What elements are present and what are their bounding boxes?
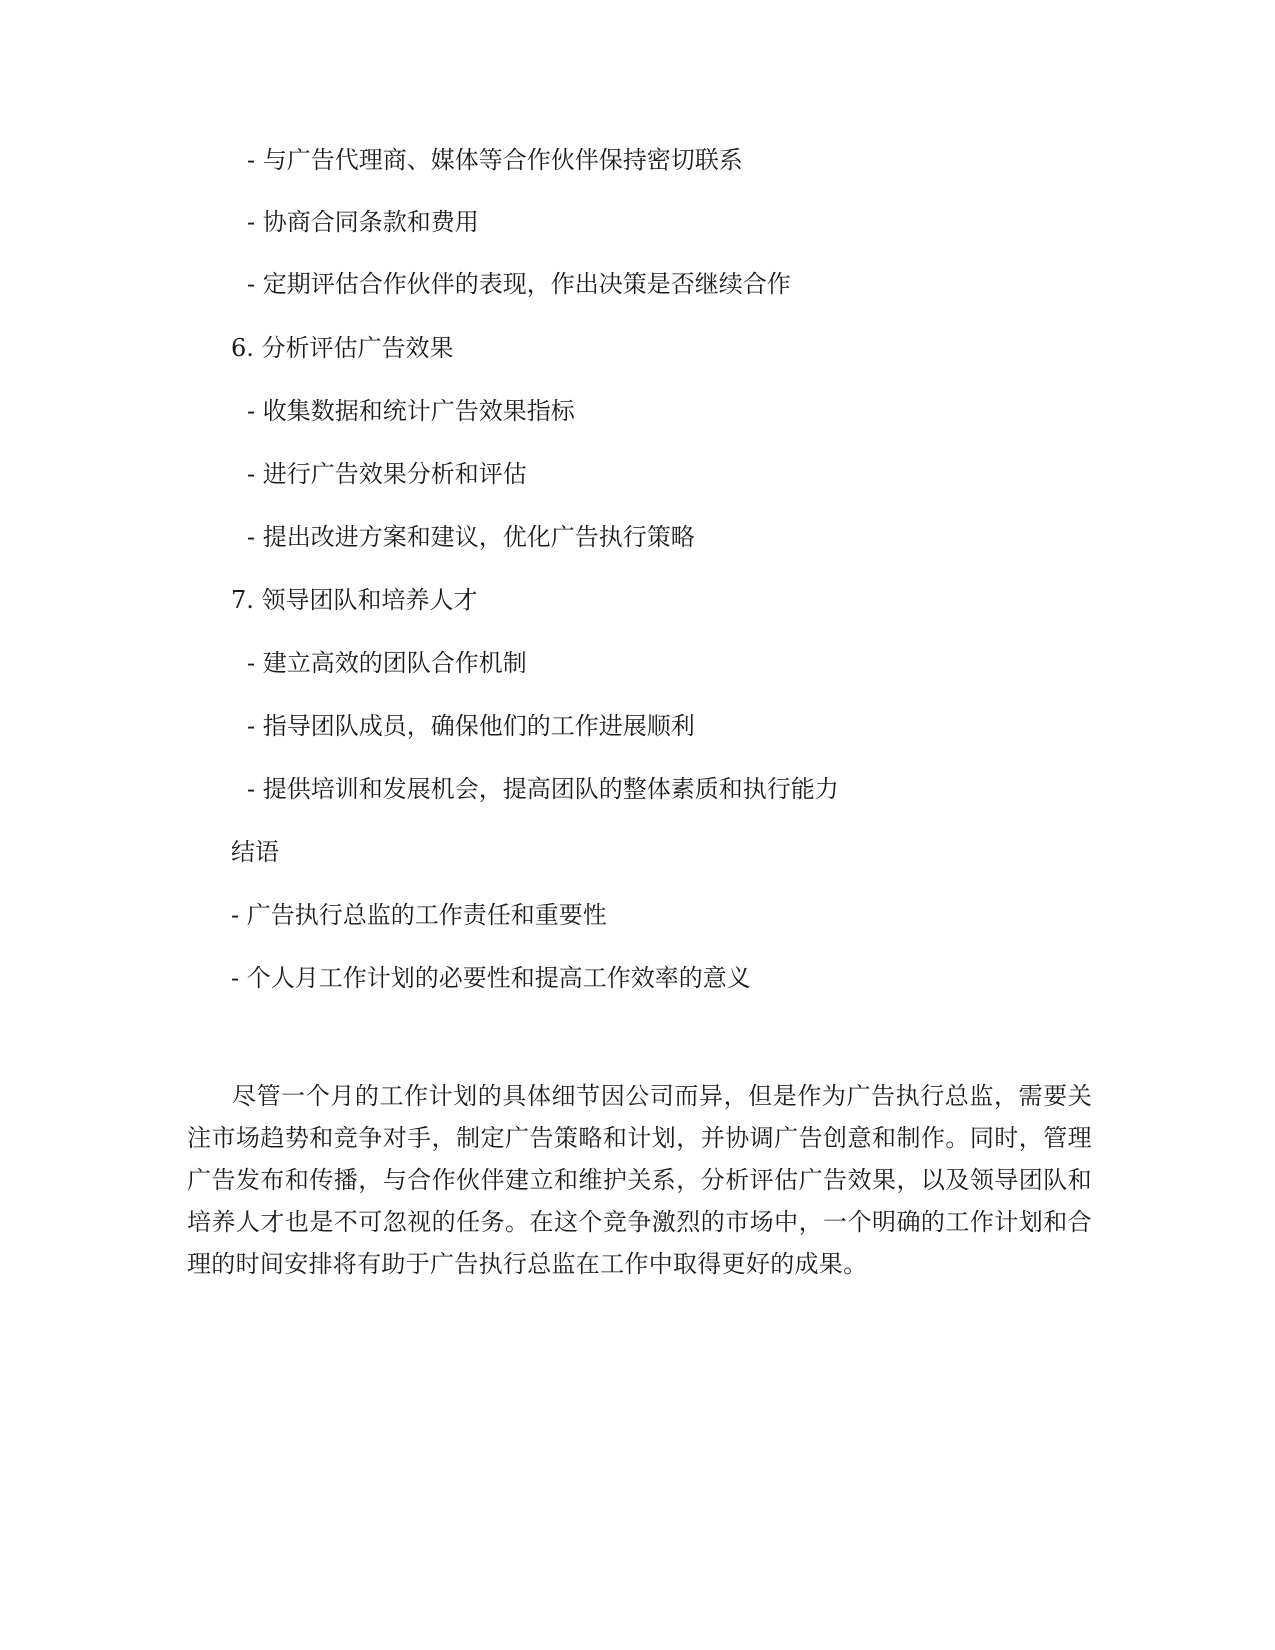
list-item: - 提供培训和发展机会，提高团队的整体素质和执行能力 bbox=[247, 775, 839, 803]
closing-paragraph: 尽管一个月的工作计划的具体细节因公司而异，但是作为广告执行总监，需要关注市场趋势和竞争对手，制定广告策略和计划，并协调广告创意和制作。同时，管理广告发布和传播，与合作伙伴建立和维护关系，分析评估广告效果，以及领导团队和培养人才也是不可忽视的任务。在这个竞争激烈的市场中，一个明确的工作计划和合理的时间安排将有助于广告执行总监在工作中取得更好的成果。 bbox=[187, 1082, 1092, 1278]
list-item: - 收集数据和统计广告效果指标 bbox=[247, 397, 575, 425]
conclusion-heading: 结语 bbox=[231, 838, 279, 866]
list-item: - 指导团队成员，确保他们的工作进展顺利 bbox=[247, 712, 695, 740]
section-heading: 7. 领导团队和培养人才 bbox=[231, 586, 478, 614]
list-item: - 广告执行总监的工作责任和重要性 bbox=[231, 901, 607, 929]
list-item: - 定期评估合作伙伴的表现，作出决策是否继续合作 bbox=[247, 270, 791, 298]
list-item: - 协商合同条款和费用 bbox=[247, 208, 479, 236]
list-item: - 个人月工作计划的必要性和提高工作效率的意义 bbox=[231, 964, 751, 992]
list-item: - 提出改进方案和建议，优化广告执行策略 bbox=[247, 523, 695, 551]
list-item: - 建立高效的团队合作机制 bbox=[247, 649, 527, 677]
list-item: - 与广告代理商、媒体等合作伙伴保持密切联系 bbox=[247, 146, 743, 174]
section-heading: 6. 分析评估广告效果 bbox=[231, 334, 454, 362]
list-item: - 进行广告效果分析和评估 bbox=[247, 460, 527, 488]
